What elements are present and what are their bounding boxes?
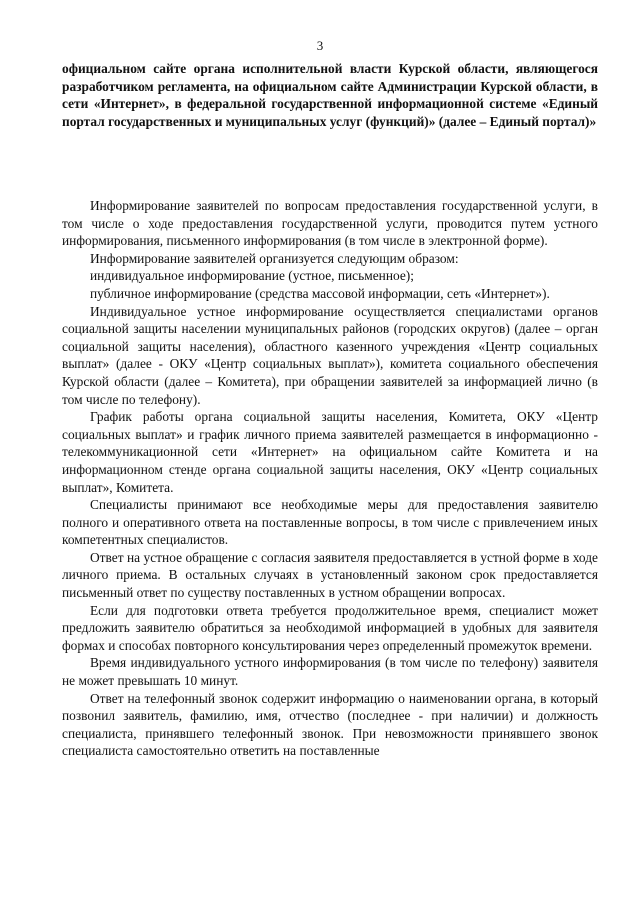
paragraph-long-preparation: Если для подготовки ответа требуется продолжительное время, специалист может предложить заявителю обратиться за необходимой информацией в удобных для заявителя формах и способах повторного консультирования через определенный промежуток времени. [62, 602, 598, 653]
paragraph-oral-response: Ответ на устное обращение с согласия заявителя предоставляется в устной форме в ходе личного приема. В остальных случаях в установленный законом срок предоставляется письменный ответ по существу поставленных в устном обращении вопросах. [62, 549, 598, 601]
paragraph-phone-call: Ответ на телефонный звонок содержит информацию о наименовании органа, в который позвонил заявитель, фамилию, имя, отчество (последнее - при наличии) и должность специалиста, принявшего телефонный звонок. При невозможности принявшего звонок специалиста самостоятельно ответить на поставленные [62, 690, 598, 759]
paragraph-organization: Информирование заявителей организуется следующим образом: [90, 250, 459, 266]
paragraph-individual: индивидуальное информирование (устное, письменное); [90, 268, 414, 284]
paragraph-schedule: График работы органа социальной защиты населения, Комитета, ОКУ «Центр социальных выплат» и график личного приема заявителей размещается в информационно - телекоммуникационной сети «Интернет» на официальном сайте Комитета и на информационном стенде органа социальной защиты населения, ОКУ «Центр социальных выплат», Комитета. [62, 409, 598, 495]
header-text-block [62, 60, 598, 130]
paragraph-informing-intro: Информирование заявителей по вопросам предоставления государственной услуги, в том числе о ходе предоставления государственной услуги, проводится путем устного информирования, письменного информирования (в том числе в электронной форме). [62, 198, 598, 249]
page-number: 3 [316, 38, 324, 53]
paragraph-specialists: Специалисты принимают все необходимые меры для предоставления заявителю полного и оперативного ответа на поставленные вопросы, в том числе с привлечением иных компетентных специалистов. [62, 497, 598, 548]
paragraph-time-limit: Время индивидуального устного информирования (в том числе по телефону) заявителя не может превышать 10 минут. [62, 655, 598, 689]
paragraph-oral-informing: Индивидуальное устное информирование осуществляется специалистами органов социальной защиты населении муниципальных районов (городских округов) (далее – орган социальной защиты населения), областного казенного учреждения «Центр социальных выплат» (далее - ОКУ «Центр социальных выплат»), комитета социального обеспечения Курской области (далее – Комитета), при обращении заявителей за информацией лично (в том числе по телефону). [62, 303, 598, 407]
paragraph-public: публичное информирование (средства массовой информации, сеть «Интернет»). [90, 285, 550, 301]
body-text-block [62, 197, 598, 760]
header-paragraph: официальном сайте органа исполнительной власти Курской области, являющегося разработчиком регламента, на официальном сайте Администрации Курской области, в сети «Интернет», в федеральной государственной информационной системе «Единый портал государственных и муниципальных услуг (функций)» (далее – Единый портал)» [62, 61, 598, 129]
